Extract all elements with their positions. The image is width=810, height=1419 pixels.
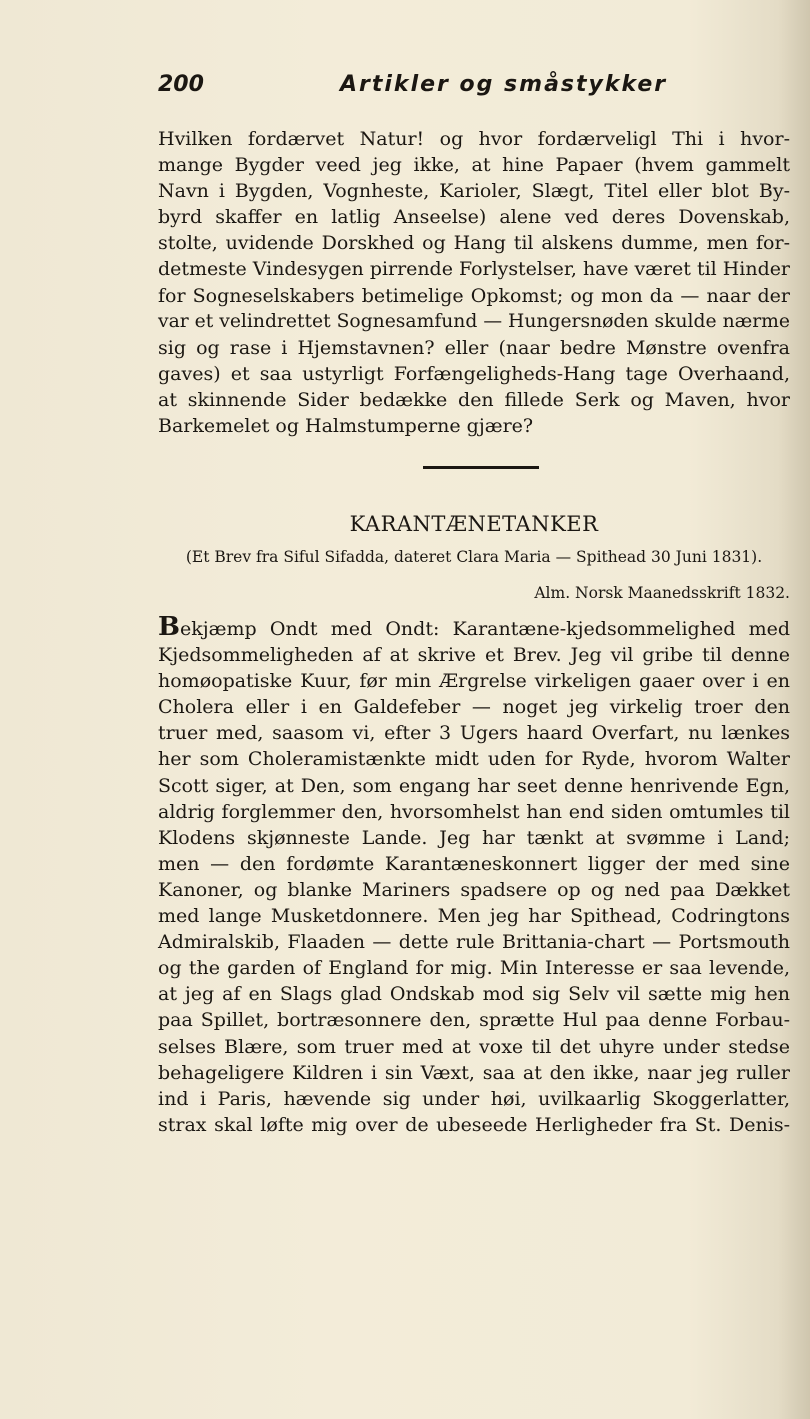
text-line: Klodens skjønneste Lande. Jeg har tænkt at svømme i Land;	[158, 826, 790, 849]
source-citation: Alm. Norsk Maanedsskrift 1832.	[534, 584, 790, 602]
text-line: stolte, uvidende Dorskhed og Hang til alskens dumme, men for-	[158, 232, 790, 255]
paragraph-2	[158, 614, 790, 1138]
text-line: men — den fordømte Karantæneskonnert ligger der med sine	[158, 852, 790, 875]
text-line: aldrig forglemmer den, hvorsomhelst han end siden omtumles til	[158, 800, 790, 823]
first-line-text: ekjæmp Ondt med Ondt: Karantæne-kjedsommelighed med	[179, 618, 790, 640]
text-line: Hvilken fordærvet Natur! og hvor fordærveligl Thi i hvor-	[158, 128, 790, 150]
text-line: selses Blære, som truer med at voxe til det uhyre under stedse	[158, 1035, 790, 1058]
text-line: gaves) et saa ustyrligt Forfængeligheds-Hang tage Overhaand,	[158, 362, 790, 385]
text-line: her som Choleramistænkte midt uden for Ryde, hvorom Walter	[158, 748, 790, 771]
running-title: Artikler og småstykker	[340, 72, 668, 97]
text-line: Kanoner, og blanke Mariners spadsere op og ned paa Dækket	[158, 878, 790, 901]
running-head	[158, 72, 788, 106]
text-line: at skinnende Sider bedække den fillede Serk og Maven, hvor	[158, 388, 790, 411]
text-line: og the garden of England for mig. Min Interesse er saa levende,	[158, 957, 790, 980]
text-line: homøopatiske Kuur, før min Ærgrelse virkeligen gaaer over i en	[158, 670, 790, 693]
paragraph-1	[158, 126, 790, 439]
text-line: truer med, saasom vi, efter 3 Ugers haard Overfart, nu lænkes	[158, 722, 790, 745]
text-line: byrd skaffer en latlig Anseelse) alene ved deres Dovenskab,	[158, 206, 790, 229]
text-line: Barkemelet og Halmstumperne gjære?	[158, 415, 534, 438]
text-line: strax skal løfte mig over de ubeseede Herligheder fra St. Denis-	[158, 1113, 790, 1136]
text-line: detmeste Vindesygen pirrende Forlystelser, have været til Hinder	[158, 258, 790, 281]
text-line: behageligere Kildren i sin Væxt, saa at den ikke, naar jeg ruller	[158, 1061, 790, 1084]
page-number: 200	[158, 72, 204, 97]
section-divider	[423, 466, 539, 469]
text-line: Admiralskib, Flaaden — dette rule Brittania-chart — Portsmouth	[158, 931, 790, 954]
text-line: Cholera eller i en Galdefeber — noget jeg virkelig troer den	[158, 696, 790, 719]
text-line: mange Bygder veed jeg ikke, at hine Papaer (hvem gammelt	[158, 154, 790, 177]
text-line: Kjedsommeligheden af at skrive et Brev. Jeg vil gribe til denne	[158, 644, 790, 667]
text-line: var et velindrettet Sognesamfund — Hungersnøden skulde nærme	[158, 310, 790, 332]
text-line: paa Spillet, bortræsonnere den, sprætte Hul paa denne Forbau-	[158, 1009, 790, 1032]
section-title: KARANTÆNETANKER	[349, 512, 599, 536]
text-line: med lange Musketdonnere. Men jeg har Spithead, Codringtons	[158, 905, 790, 928]
text-line: ind i Paris, hævende sig under høi, uvilkaarlig Skoggerlatter,	[158, 1087, 790, 1110]
text-line-first	[158, 614, 790, 642]
text-line: sig og rase i Hjemstavnen? eller (naar bedre Mønstre ovenfra	[158, 336, 790, 359]
text-line: for Sogneselskabers betimelige Opkomst; og mon da — naar der	[158, 284, 790, 307]
text-line: Navn i Bygden, Vognheste, Karioler, Slægt, Titel eller blot By-	[158, 180, 790, 203]
text-line: at jeg af en Slags glad Ondskab mod sig Selv vil sætte mig hen	[158, 983, 790, 1006]
text-line: Scott siger, at Den, som engang har seet denne henrivende Egn,	[158, 774, 790, 797]
initial-letter: B	[158, 612, 180, 642]
section-subtitle: (Et Brev fra Siful Sifadda, dateret Clara Maria — Spithead 30 Juni 1831).	[185, 548, 763, 566]
